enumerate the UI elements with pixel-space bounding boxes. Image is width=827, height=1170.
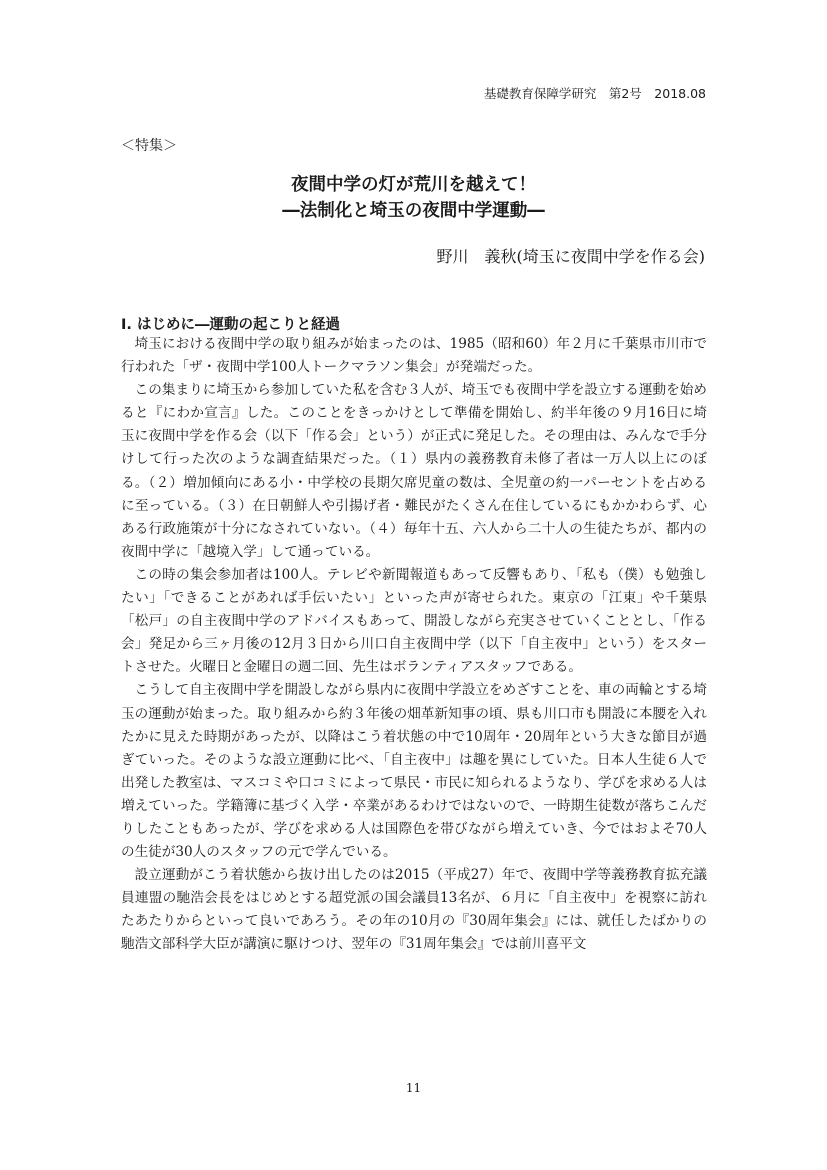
page-number: 11 bbox=[405, 1081, 422, 1095]
paragraph: こうして自主夜間中学を開設しながら県内に夜間中学設立をめざすことを、車の両輪とする埼玉の運動が始まった。取り組みから約３年後の畑革新知事の頃、県も川口市も開設に本腰を入れたかに見えた時期があったが、以降はこう着状態の中で10周年・20周年という大きな節目が過ぎていった。そのような設立運動に比べ、「自主夜中」は趣を異にしていた。日本人生徒６人で出発した教室は、マスコミや口コミによって県民・市民に知られるようなり、学びを求める人は増えていった。学籍簿に基づく入学・卒業があるわけではないので、一時期生徒数が落ちこんだりしたこともあったが、学びを求める人は国際色を帯びながら増えていき、今ではおよそ70人の生徒が30人のスタッフの元で学んでいる。 bbox=[121, 682, 707, 861]
article-subtitle: ―法制化と埼玉の夜間中学運動― bbox=[282, 201, 545, 221]
author-line: 野川 義秋(埼玉に夜間中学を作る会) bbox=[436, 247, 705, 266]
paragraph: この時の集会参加者は100人。テレビや新聞報道もあって反響もあり、「私も（僕）も勉強したい」「できることがあれば手伝いたい」といった声が寄せられた。東京の「江東」や千葉県「松戸」の自主夜間中学のアドバイスもあって、開設しながら充実させていくこととし、「作る会」発足から三ヶ月後の12月３日から川口自主夜間中学（以下「自主夜中」という）をスタートさせた。火曜日と金曜日の週二回、先生はボランティアスタッフである。 bbox=[121, 566, 707, 676]
article-title: 夜間中学の灯が荒川を越えて！ bbox=[291, 175, 536, 195]
section-heading: Ⅰ. はじめに―運動の起こりと経過 bbox=[121, 317, 340, 333]
running-header: 基礎教育保障学研究 第2号 2018.08 bbox=[483, 86, 706, 101]
body-text bbox=[121, 333, 707, 957]
article-title-block bbox=[0, 172, 827, 224]
feature-label: ＜特集＞ bbox=[121, 138, 177, 154]
paragraph: 埼玉における夜間中学の取り組みが始まったのは、1985（昭和60）年２月に千葉県市川市で行われた「ザ・夜間中学100人トークマラソン集会」が発端だった。 bbox=[121, 336, 707, 376]
paragraph: 設立運動がこう着状態から抜け出したのは2015（平成27）年で、夜間中学等義務教育拡充議員連盟の馳浩会長をはじめとする超党派の国会議員13名が、６月に「自主夜中」を視察に訪れたあたりからといって良いであろう。その年の10月の『30周年集会』には、就任したばかりの馳浩文部科学大臣が講演に駆けつけ、翌年の『31周年集会』では前川喜平文 bbox=[121, 867, 707, 953]
paragraph: この集まりに埼玉から参加していた私を含む３人が、埼玉でも夜間中学を設立する運動を始めると『にわか宣言』した。このことをきっかけとして準備を開始し、約半年後の９月16日に埼玉に夜間中学を作る会（以下「作る会」という）が正式に発足した。その理由は、みんなで手分けして行った次のような調査結果だった。（１）県内の義務教育未修了者は一万人以上にのぼる。（２）増加傾向にある小・中学校の長期欠席児童の数は、全児童の約一パーセントを占めるに至っている。（３）在日朝鮮人や引揚げ者・難民がたくさん在住しているにもかかわらず、心ある行政施策が十分になされていない。（４）毎年十五、六人から二十人の生徒たちが、都内の夜間中学に「越境入学」して通っている。 bbox=[121, 382, 707, 560]
